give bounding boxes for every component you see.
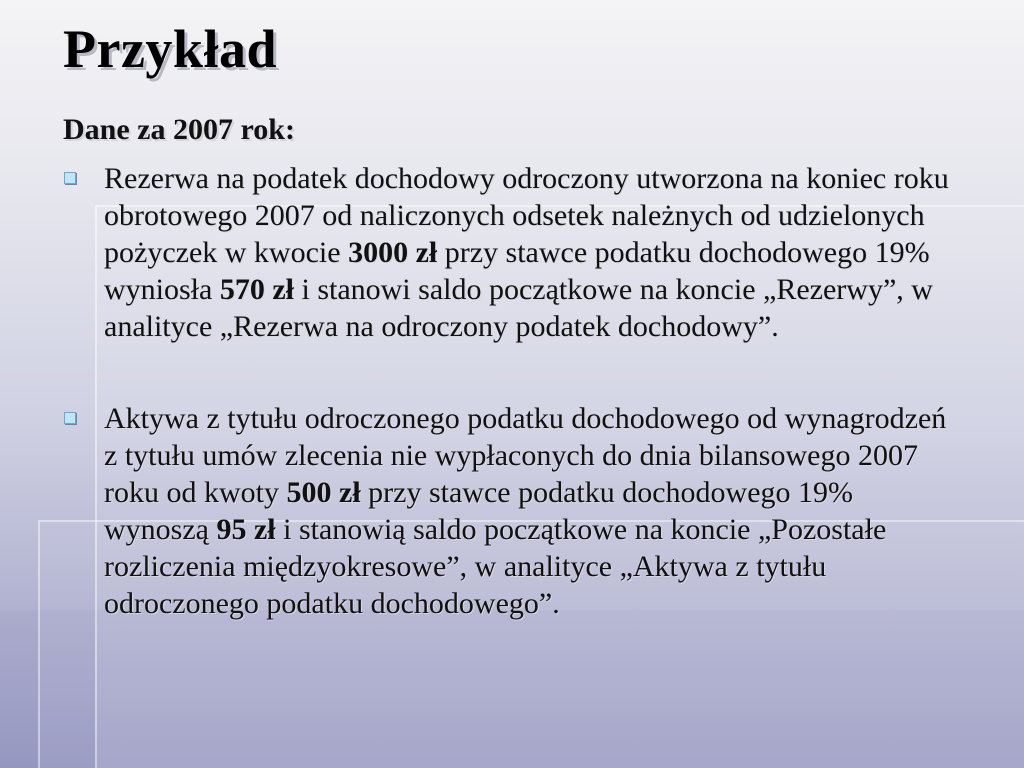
bullet-text-part: Rezerwa na podatek dochodowy odroczony utworzona na koniec roku obrotowego 2007 od naliczonych odsetek należnych od udzielonych pożyczek w kwocie <box>104 162 949 269</box>
amount-value: 3000 zł <box>348 236 438 269</box>
amount-value: 95 zł <box>216 513 276 546</box>
square-bullet-icon <box>64 172 76 184</box>
bullet-list <box>60 160 965 622</box>
amount-value: 500 zł <box>286 476 361 509</box>
bullet-item-aktywa <box>60 400 965 622</box>
bullet-text-part: Aktywa z tytułu odroczonego podatku dochodowego od wynagrodzeń z tytułu umów zlecenia nie wypłaconych do dnia bilansowego 2007 roku od kwoty <box>104 402 947 509</box>
bullet-item-rezerwa <box>60 160 965 345</box>
bullet-text-part: i stanowi saldo początkowe na koncie „Rezerwy”, w analityce „Rezerwa na odroczony podatek dochodowy”. <box>104 273 933 343</box>
bullet-text-part: przy stawce podatku dochodowego 19% wynoszą <box>104 476 854 546</box>
slide-title: Przykład <box>63 19 277 79</box>
square-bullet-icon <box>64 412 76 424</box>
amount-value: 570 zł <box>219 273 294 306</box>
slide-subtitle: Dane za 2007 rok: <box>63 113 295 146</box>
bullet-text-part: i stanowią saldo początkowe na koncie „Pozostałe rozliczenia międzyokresowe”, w analityce „Aktywa z tytułu odroczonego podatku dochodowego”. <box>104 513 887 620</box>
bullet-text-part: przy stawce podatku dochodowego 19% wyniosła <box>104 236 930 306</box>
